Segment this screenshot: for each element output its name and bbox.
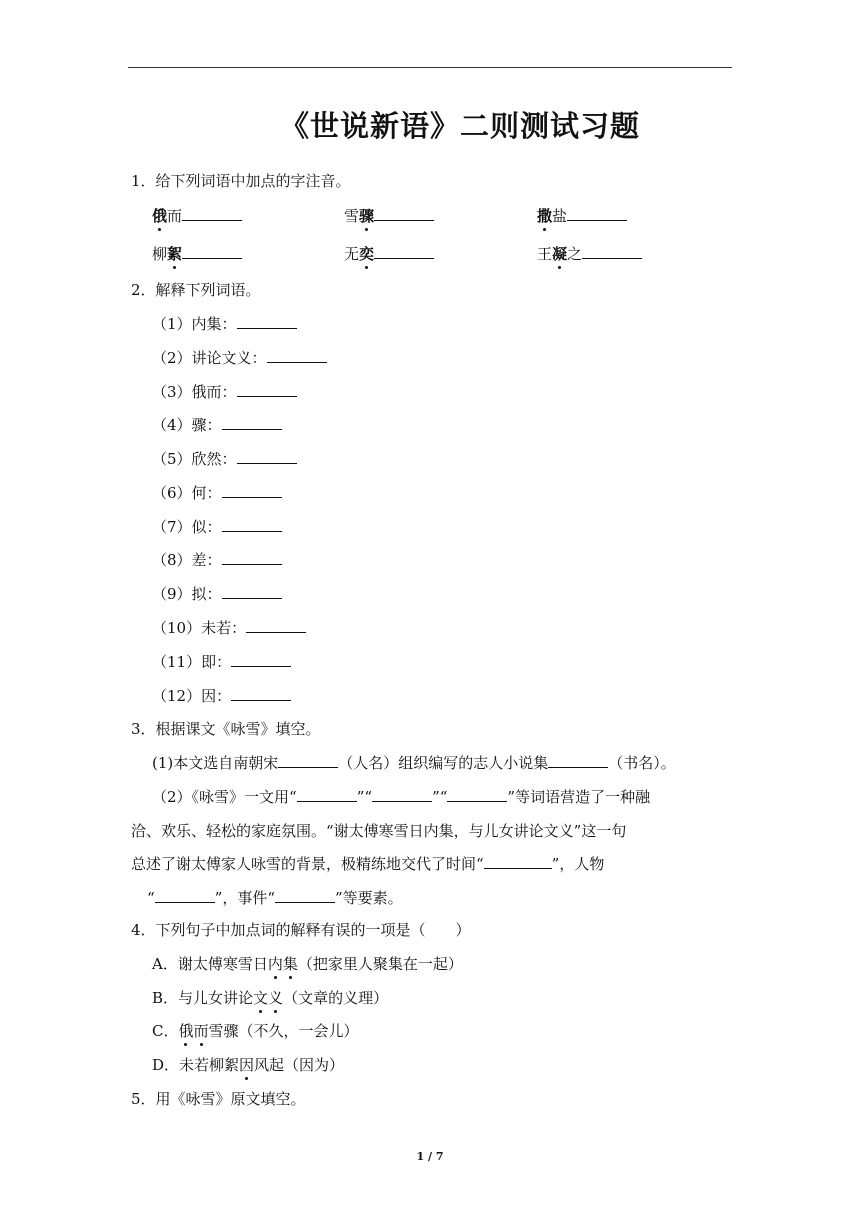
q4-option-b[interactable]: B．与儿女讲论文义（文章的义理） — [152, 989, 389, 1007]
answer-blank[interactable] — [237, 450, 297, 464]
dotted-char: 俄 — [178, 1022, 194, 1040]
answer-blank[interactable] — [231, 653, 291, 667]
q2-item-12: （12）因： — [152, 685, 291, 706]
q1-item-5: 无奕 — [344, 243, 434, 264]
header-rule — [128, 67, 732, 68]
answer-blank[interactable] — [237, 315, 297, 329]
answer-blank[interactable] — [374, 207, 434, 221]
q3-part-2-line-1: （2）《咏雪》一文用“ ”“ ”“ ”等词语营造了一种融 — [152, 788, 651, 806]
q2-item-4: （4）骤： — [152, 414, 282, 435]
q1-item-1: 俄而 — [152, 205, 242, 226]
answer-blank[interactable] — [484, 855, 552, 869]
answer-blank[interactable] — [222, 518, 282, 532]
answer-blank[interactable] — [222, 585, 282, 599]
answer-blank[interactable] — [278, 754, 338, 768]
q2-stem: 2．解释下列词语。 — [131, 281, 261, 299]
q2-item-3: （3）俄而： — [152, 381, 297, 402]
q1-item-4: 柳絮 — [152, 243, 242, 264]
q4-stem: 4．下列句子中加点词的解释有误的一项是（ ） — [131, 921, 471, 939]
q3-part-1: (1)本文选自南朝宋 （人名）组织编写的志人小说集 （书名）。 — [152, 754, 676, 772]
answer-blank[interactable] — [297, 788, 357, 802]
answer-blank[interactable] — [231, 687, 291, 701]
q2-item-10: （10）未若： — [152, 617, 306, 638]
dotted-char: 义 — [268, 989, 284, 1007]
answer-blank[interactable] — [155, 889, 215, 903]
answer-blank[interactable] — [246, 619, 306, 633]
dotted-char: 奕 — [359, 245, 375, 263]
page-number: 1 / 7 — [416, 1150, 444, 1163]
q1-item-6: 王凝之 — [537, 243, 642, 264]
answer-blank[interactable] — [222, 416, 282, 430]
answer-blank[interactable] — [548, 754, 608, 768]
answer-blank[interactable] — [182, 207, 242, 221]
dotted-char: 集 — [282, 955, 298, 973]
answer-blank[interactable] — [222, 484, 282, 498]
q4-option-d[interactable]: D．未若柳絮因风起（因为） — [152, 1056, 345, 1074]
q3-part-2-line-4: “ ”，事件“ ”等要素。 — [147, 889, 403, 907]
q3-part-2-line-3: 总述了谢太傅家人咏雪的背景，极精练地交代了时间“ ”，人物 — [131, 855, 605, 873]
q2-item-6: （6）何： — [152, 482, 282, 503]
q2-item-9: （9）拟： — [152, 583, 282, 604]
answer-blank[interactable] — [447, 788, 507, 802]
answer-blank[interactable] — [582, 245, 642, 259]
q1-item-2: 雪骤 — [344, 205, 434, 226]
answer-blank[interactable] — [567, 207, 627, 221]
q4-option-a[interactable]: A．谢太傅寒雪日内集（把家里人聚集在一起） — [152, 955, 463, 973]
answer-blank[interactable] — [237, 383, 297, 397]
q2-item-1: （1）内集： — [152, 313, 297, 334]
answer-blank[interactable] — [182, 245, 242, 259]
q4-option-c[interactable]: C．俄而雪骤（不久，一会儿） — [152, 1022, 359, 1040]
dotted-char: 俄 — [152, 207, 168, 225]
q2-item-2: （2）讲论文义： — [152, 347, 327, 368]
page-title: 《世说新语》二则测试习题 — [279, 109, 640, 143]
answer-blank[interactable] — [374, 245, 434, 259]
q2-item-8: （8）差： — [152, 549, 282, 570]
dotted-char: 絮 — [167, 245, 183, 263]
q3-part-2-line-2: 洽、欢乐、轻松的家庭氛围。“谢太傅寒雪日内集，与儿女讲论文义”这一句 — [131, 822, 627, 840]
dotted-char: 而 — [193, 1022, 209, 1040]
q2-item-7: （7）似： — [152, 516, 282, 537]
answer-blank[interactable] — [372, 788, 432, 802]
q2-item-11: （11）即： — [152, 651, 291, 672]
dotted-char: 内 — [267, 955, 283, 973]
dotted-char: 撒 — [537, 207, 553, 225]
dotted-char: 凝 — [552, 245, 568, 263]
dotted-char: 文 — [253, 989, 269, 1007]
dotted-char: 因 — [239, 1056, 255, 1074]
answer-blank[interactable] — [275, 889, 335, 903]
q5-stem: 5．用《咏雪》原文填空。 — [131, 1090, 306, 1108]
answer-blank[interactable] — [267, 349, 327, 363]
q1-stem: 1．给下列词语中加点的字注音。 — [131, 172, 351, 190]
q1-item-3: 撒盐 — [537, 205, 627, 226]
q3-stem: 3．根据课文《咏雪》填空。 — [131, 720, 321, 738]
answer-blank[interactable] — [222, 551, 282, 565]
q2-item-5: （5）欣然： — [152, 448, 297, 469]
dotted-char: 骤 — [359, 207, 375, 225]
